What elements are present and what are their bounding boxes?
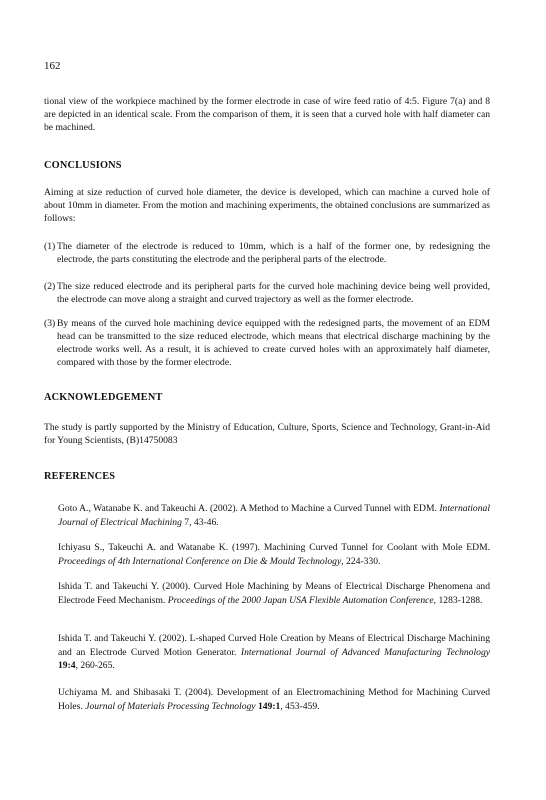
item-number: (2) <box>44 281 56 292</box>
journal-title: International Journal of Advanced Manufacturing Technology <box>240 646 490 658</box>
reference-entry: Ishida T. and Takeuchi Y. (2002). L-shaped Curved Hole Creation by Means of Electrical Discharge Machining and an Electrode Curved Motion Generator. International Journal of Advanced Manufacturing Technology 19:4, 260-265. <box>58 633 490 671</box>
item-text: The diameter of the electrode is reduced to 10mm, which is a half of the former one, by redesigning the electrode, the parts constituting the electrode and the peripheral parts of the electrode. <box>57 241 490 265</box>
journal-title: Journal of Materials Processing Technology <box>85 700 256 712</box>
conclusions-intro: Aiming at size reduction of curved hole diameter, the device is developed, which can machine a curved hole of about 10mm in diameter. From the motion and machining experiments, the obtained conclusions are summarized as follows: <box>44 187 490 224</box>
reference-entry: Goto A., Watanabe K. and Takeuchi A. (2002). A Method to Machine a Curved Tunnel with EDM. International Journal of Electrical Machining 7, 43-46. <box>58 503 490 528</box>
item-text: The size reduced electrode and its peripheral parts for the curved hole machining device being well provided, the electrode can move along a straight and curved trajectory as well as the former electrode. <box>57 281 490 305</box>
journal-title: Proceedings of 4th International Conference on Die & Mould Technology <box>58 555 342 567</box>
reference-entry: Ishida T. and Takeuchi Y. (2000). Curved Hole Machining by Means of Electrical Discharge Phenomena and Electrode Feed Mechanism. Proceedings of the 2000 Japan USA Flexible Automation Conference, 1283-1288. <box>58 581 490 606</box>
references-heading: REFERENCES <box>44 471 116 482</box>
acknowledgement-heading: ACKNOWLEDGEMENT <box>44 392 163 403</box>
reference-entry: Uchiyama M. and Shibasaki T. (2004). Development of an Electromachining Method for Machining Curved Holes. Journal of Materials Processing Technology 149:1, 453-459. <box>58 687 490 712</box>
item-number: (1) <box>44 241 56 252</box>
intro-paragraph: tional view of the workpiece machined by the former electrode in case of wire feed ratio of 4:5. Figure 7(a) and 8 are depicted in an identical scale. From the comparison of them, it is seen that a curved hole with half diameter can be machined. <box>44 96 490 133</box>
acknowledgement-text: The study is partly supported by the Ministry of Education, Culture, Sports, Science and Technology, Grant-in-Aid for Young Scientists, (B)14750083 <box>44 422 490 446</box>
reference-entry: Ichiyasu S., Takeuchi A. and Watanabe K. (1997). Machining Curved Tunnel for Coolant with Mole EDM. Proceedings of 4th International Conference on Die & Mould Technology, 224-330. <box>58 542 490 567</box>
journal-title: Proceedings of the 2000 Japan USA Flexible Automation Conference <box>167 594 434 606</box>
page-number: 162 <box>44 60 61 72</box>
conclusions-heading: CONCLUSIONS <box>44 160 122 171</box>
item-number: (3) <box>44 318 56 329</box>
item-text: By means of the curved hole machining device equipped with the redesigned parts, the movement of an EDM head can be transmitted to the size reduced electrode, which means that electrical discharge machining by the electrode works well. As a result, it is achieved to create curved holes with an approximately half diameter, compared with those by the former electrode. <box>57 318 490 368</box>
journal-title: International Journal of Electrical Machining <box>58 503 490 528</box>
